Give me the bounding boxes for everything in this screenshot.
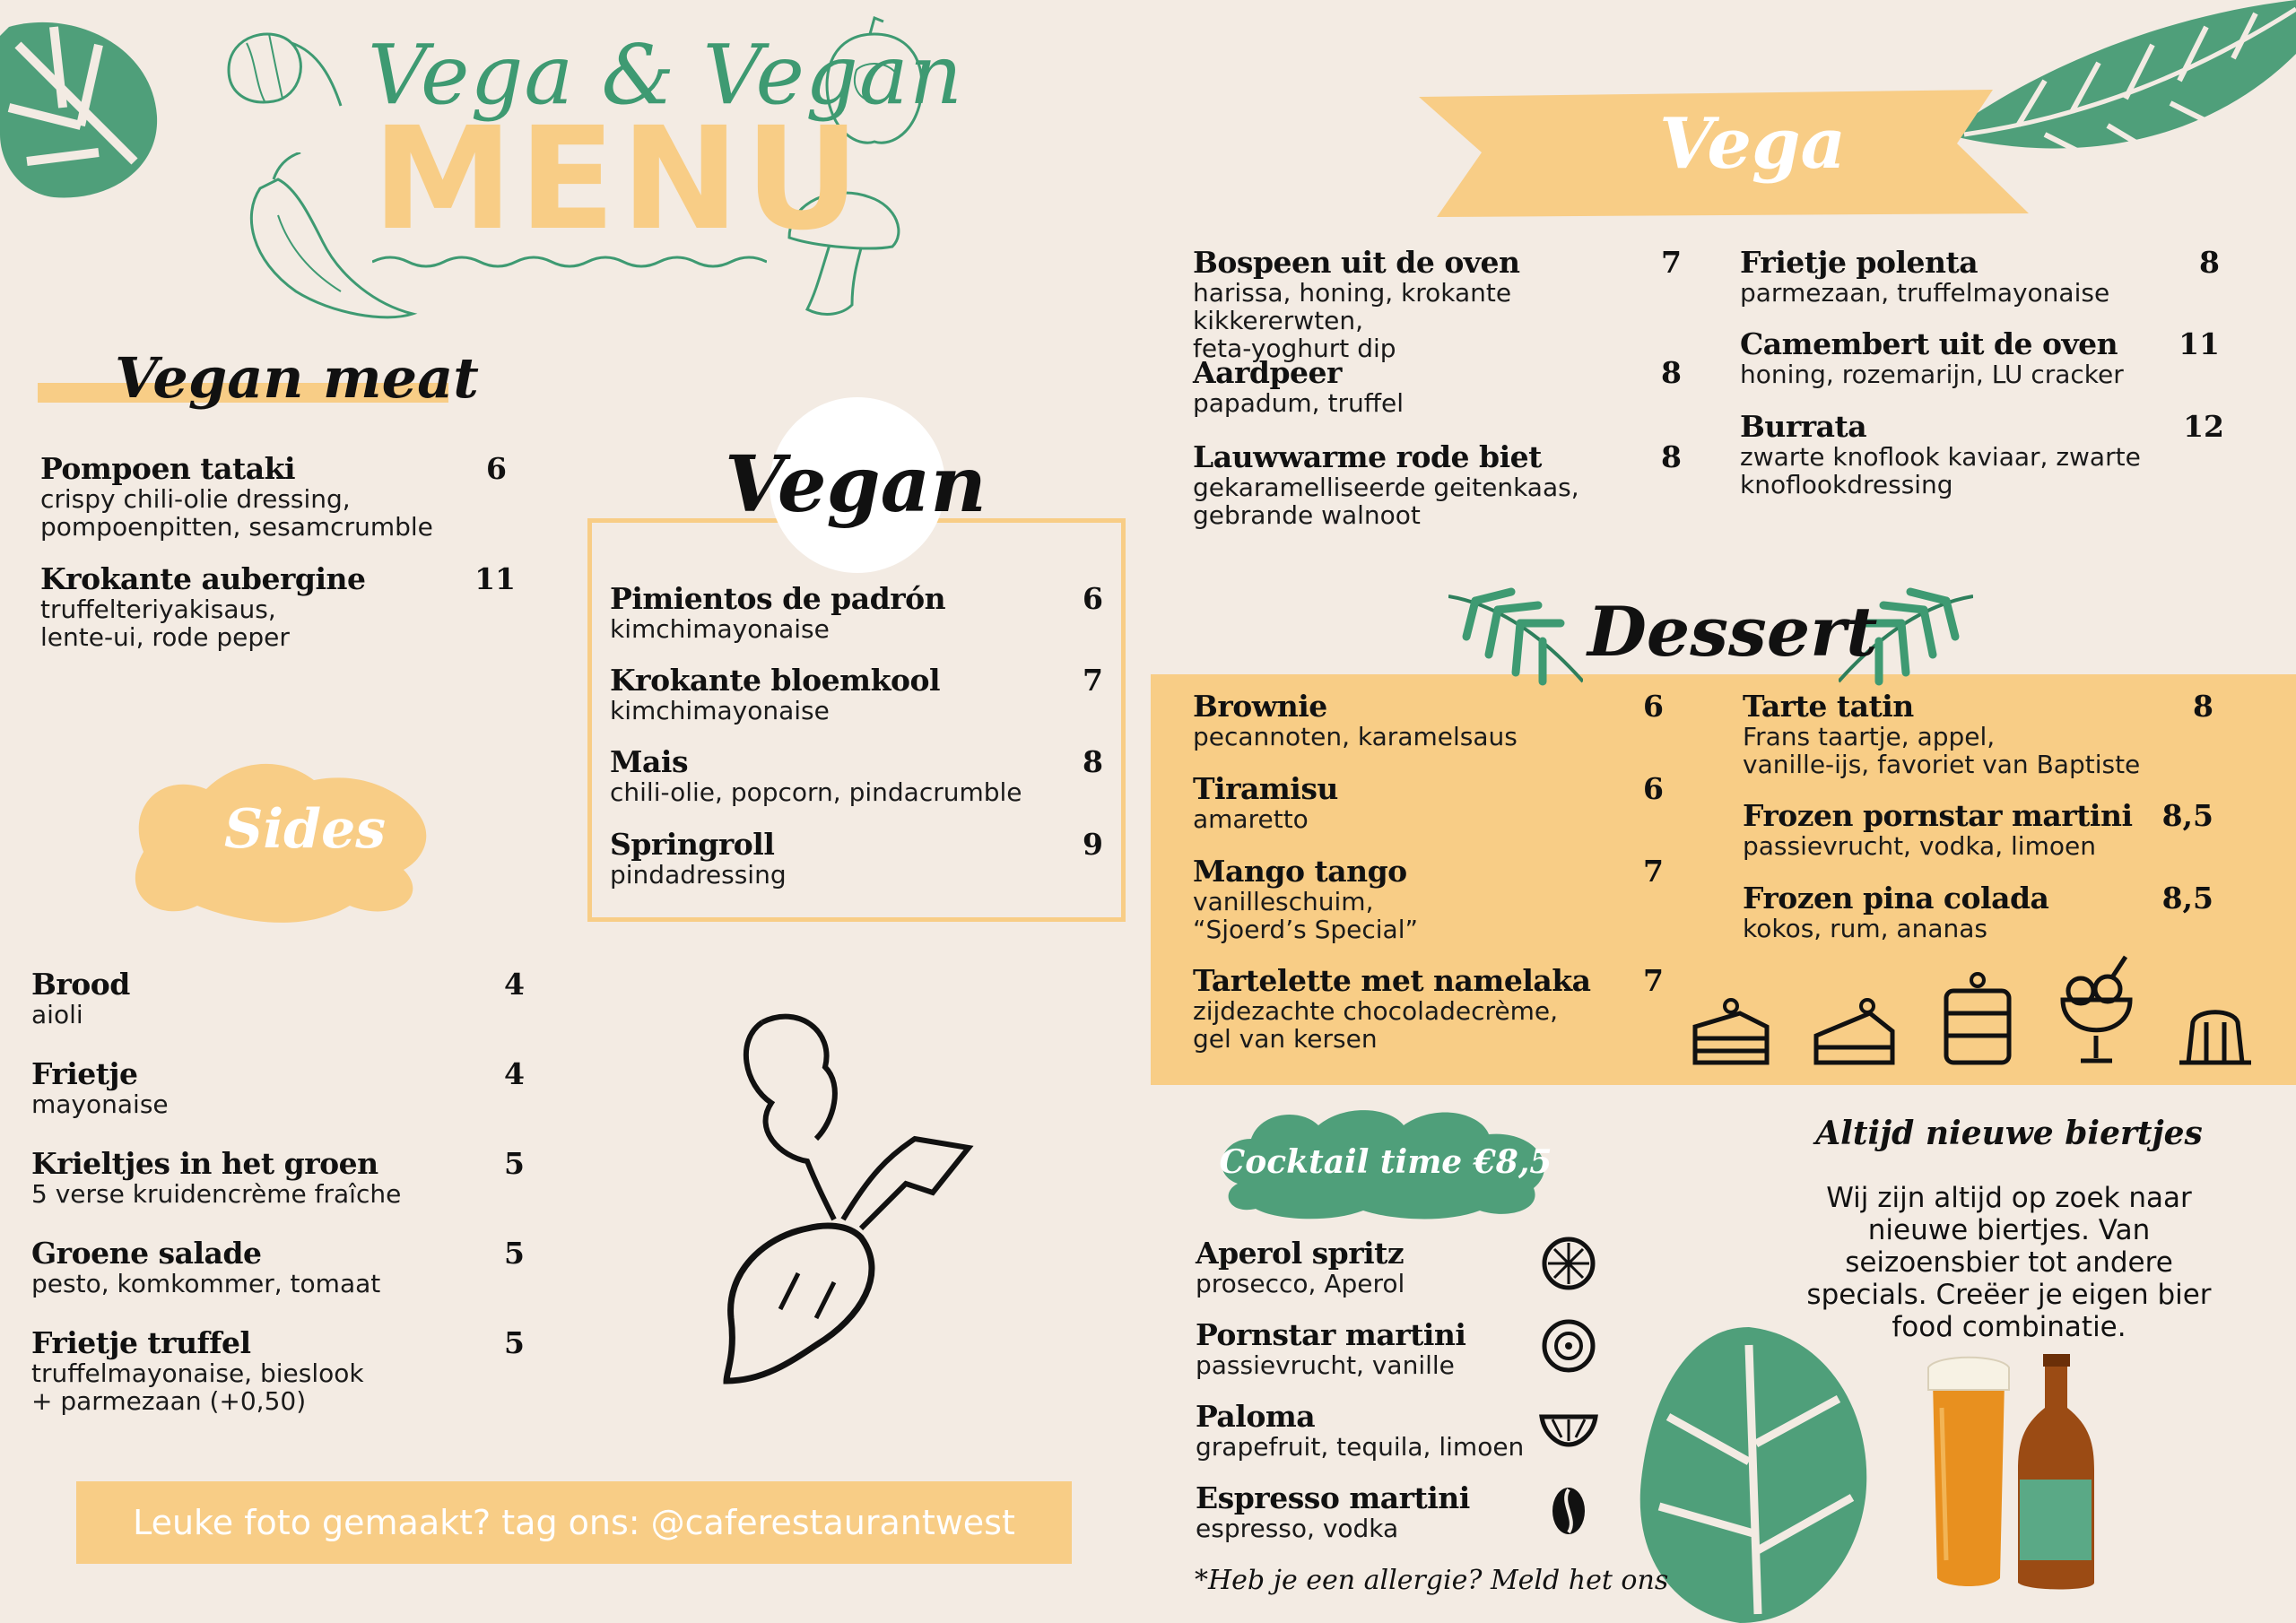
- item-description: espresso, vodka: [1196, 1514, 1399, 1543]
- item-description: passievrucht, vanille: [1196, 1350, 1455, 1380]
- item-price: 8,5: [2161, 798, 2213, 833]
- coffee-bean-icon: [1549, 1485, 1588, 1537]
- beetroot-icon: [709, 1004, 987, 1390]
- cocktail-item: [1196, 1237, 1536, 1298]
- item-description: mayonaise: [31, 1089, 169, 1119]
- item-price: 7: [1643, 854, 1664, 889]
- cake-slice-icon: [1812, 986, 1897, 1067]
- item-price: 12: [2183, 409, 2224, 444]
- item-name: Krokante aubergine: [40, 561, 366, 596]
- item-description: kokos, rum, ananas: [1743, 914, 1987, 943]
- item-name: Krieltjes in het groen: [31, 1146, 378, 1181]
- item-name: Burrata: [1740, 409, 1867, 444]
- item-price: 8: [1661, 355, 1682, 390]
- item-name: Pompoen tataki: [40, 451, 296, 486]
- item-description: amaretto: [1193, 804, 1309, 834]
- menu-item: [1193, 773, 1664, 833]
- item-description: prosecco, Aperol: [1196, 1269, 1405, 1298]
- menu-item: [31, 1058, 525, 1118]
- cocktail-item: [1196, 1482, 1536, 1542]
- item-name: Tarte tatin: [1743, 689, 1914, 724]
- item-description: truffelteriyakisaus, lente-ui, rode peper: [40, 595, 290, 652]
- item-description: zijdezachte chocoladecrème, gel van kersen: [1193, 996, 1559, 1054]
- item-price: 8: [2199, 245, 2220, 280]
- item-price: 8,5: [2161, 881, 2213, 916]
- orange-slice-icon: [1541, 1236, 1596, 1291]
- cocktail-item: [1196, 1401, 1554, 1461]
- menu-item: [1743, 882, 2213, 942]
- menu-title: MENU: [372, 97, 865, 262]
- item-name: Brood: [31, 967, 130, 1002]
- tiered-cake-icon: [1942, 964, 2013, 1067]
- item-name: Frietje truffel: [31, 1325, 251, 1360]
- menu-item: [1193, 357, 1682, 417]
- item-name: Frozen pina colada: [1743, 881, 2049, 916]
- item-name: Tartelette met namelaka: [1193, 963, 1591, 998]
- item-description: kimchimayonaise: [610, 696, 830, 725]
- item-name: Bospeen uit de oven: [1193, 245, 1520, 280]
- menu-item: [610, 829, 1103, 889]
- item-price: 5: [504, 1236, 525, 1271]
- sides-title: Sides: [224, 798, 387, 861]
- footer-tag-text: Leuke foto gemaakt? tag ons: @caferestaurantwest: [133, 1503, 1015, 1542]
- item-price: 8: [1083, 744, 1103, 779]
- item-name: Mais: [610, 744, 689, 779]
- ice-cream-sundae-icon: [2058, 955, 2135, 1067]
- item-description: papadum, truffel: [1193, 388, 1404, 418]
- item-name: Paloma: [1196, 1399, 1316, 1434]
- item-price: 4: [504, 967, 525, 1002]
- item-name: Aardpeer: [1193, 355, 1342, 390]
- item-description: vanilleschuim, “Sjoerd’s Special”: [1193, 887, 1418, 944]
- item-description: passievrucht, vodka, limoen: [1743, 831, 2096, 861]
- item-name: Espresso martini: [1196, 1480, 1470, 1515]
- item-description: pesto, komkommer, tomaat: [31, 1269, 381, 1298]
- item-price: 6: [486, 451, 507, 486]
- item-name: Aperol spritz: [1196, 1236, 1405, 1271]
- item-name: Springroll: [610, 827, 775, 862]
- menu-item: [31, 968, 525, 1028]
- menu-item: [1193, 247, 1682, 362]
- menu-item: [1743, 690, 2213, 778]
- allergy-note: *Heb je een allergie? Meld het ons: [1195, 1565, 1669, 1596]
- item-description: grapefruit, tequila, limoen: [1196, 1432, 1525, 1462]
- vegan-meat-title: Vegan meat: [115, 345, 479, 411]
- item-name: Tiramisu: [1193, 771, 1338, 806]
- item-description: gekaramelliseerde geitenkaas, gebrande walnoot: [1193, 473, 1579, 530]
- palm-leaf-icon: [1448, 587, 1583, 686]
- menu-item: [1743, 800, 2213, 860]
- item-price: 4: [504, 1056, 525, 1091]
- item-name: Pornstar martini: [1196, 1317, 1466, 1352]
- item-description: zwarte knoflook kaviaar, zwarte knoflookdressing: [1740, 442, 2141, 499]
- item-name: Camembert uit de oven: [1740, 326, 2118, 361]
- menu-item: [31, 1327, 525, 1415]
- item-description: honing, rozemarijn, LU cracker: [1740, 360, 2124, 389]
- vegan-title: Vegan: [725, 439, 987, 530]
- item-name: Frietje: [31, 1056, 138, 1091]
- item-name: Lauwwarme rode biet: [1193, 439, 1542, 474]
- item-description: parmezaan, truffelmayonaise: [1740, 278, 2110, 308]
- layer-cake-icon: [1691, 986, 1771, 1067]
- beer-glass-and-bottle-icon: [1919, 1354, 2099, 1596]
- item-name: Frozen pornstar martini: [1743, 798, 2133, 833]
- menu-item: [1740, 328, 2220, 388]
- item-price: 5: [504, 1146, 525, 1181]
- item-name: Groene salade: [31, 1236, 262, 1271]
- item-name: Krokante bloemkool: [610, 663, 941, 698]
- item-description: truffelmayonaise, bieslook + parmezaan (+0,50): [31, 1358, 364, 1416]
- lime-wedge-icon: [1539, 1412, 1598, 1448]
- menu-item: [1193, 441, 1682, 529]
- item-name: Pimientos de padrón: [610, 581, 946, 616]
- item-description: aioli: [31, 1000, 83, 1029]
- monstera-leaf-bottom: [1632, 1327, 1874, 1623]
- item-price: 9: [1083, 827, 1103, 862]
- menu-item: [40, 563, 516, 651]
- menu-item: [610, 746, 1103, 806]
- item-description: crispy chili-olie dressing, pompoenpitten, sesamcrumble: [40, 484, 433, 542]
- item-price: 6: [1643, 771, 1664, 806]
- item-description: harissa, honing, krokante kikkererwten, feta-yoghurt dip: [1193, 278, 1512, 363]
- item-description: pindadressing: [610, 860, 787, 890]
- item-description: Frans taartje, appel, vanille-ijs, favoriet van Baptiste: [1743, 722, 2141, 779]
- beer-title: Altijd nieuwe biertjes: [1815, 1115, 2203, 1152]
- menu-item: [1193, 965, 1664, 1053]
- item-description: kimchimayonaise: [610, 614, 830, 644]
- dessert-title: Dessert: [1587, 592, 1878, 672]
- item-name: Brownie: [1193, 689, 1327, 724]
- cocktail-item: [1196, 1319, 1536, 1379]
- menu-item: [1740, 247, 2220, 307]
- item-description: chili-olie, popcorn, pindacrumble: [610, 777, 1022, 807]
- menu-item: [1193, 855, 1664, 943]
- cocktail-title: Cocktail time €8,5: [1219, 1143, 1552, 1181]
- menu-item: [610, 664, 1103, 725]
- item-price: 7: [1083, 663, 1103, 698]
- garlic-icon: [220, 16, 345, 115]
- item-price: 7: [1643, 963, 1664, 998]
- item-price: 8: [1661, 439, 1682, 474]
- menu-item: [1740, 411, 2224, 499]
- menu-item: [1193, 690, 1664, 751]
- passionfruit-icon: [1541, 1318, 1596, 1374]
- menu-item: [40, 453, 507, 541]
- pudding-icon: [2175, 1000, 2256, 1067]
- beer-description: Wij zijn altijd op zoek naar nieuwe biertjes. Van seizoensbier tot andere specials. Creëer je eigen bier food combinatie.: [1806, 1182, 2212, 1343]
- item-price: 11: [2179, 326, 2220, 361]
- vega-title: Vega: [1659, 103, 1847, 185]
- item-price: 11: [474, 561, 516, 596]
- item-name: Frietje polenta: [1740, 245, 1979, 280]
- menu-item: [31, 1237, 525, 1298]
- brand-title: Vega & Vegan: [368, 27, 963, 123]
- menu-item: [31, 1148, 525, 1208]
- item-name: Mango tango: [1193, 854, 1407, 889]
- item-description: pecannoten, karamelsaus: [1193, 722, 1518, 751]
- monstera-leaf-top-left: [0, 9, 166, 206]
- item-price: 6: [1083, 581, 1103, 616]
- item-price: 7: [1661, 245, 1682, 280]
- menu-item: [610, 583, 1103, 643]
- item-description: 5 verse kruidencrème fraîche: [31, 1179, 402, 1209]
- item-price: 8: [2193, 689, 2213, 724]
- item-price: 5: [504, 1325, 525, 1360]
- item-price: 6: [1643, 689, 1664, 724]
